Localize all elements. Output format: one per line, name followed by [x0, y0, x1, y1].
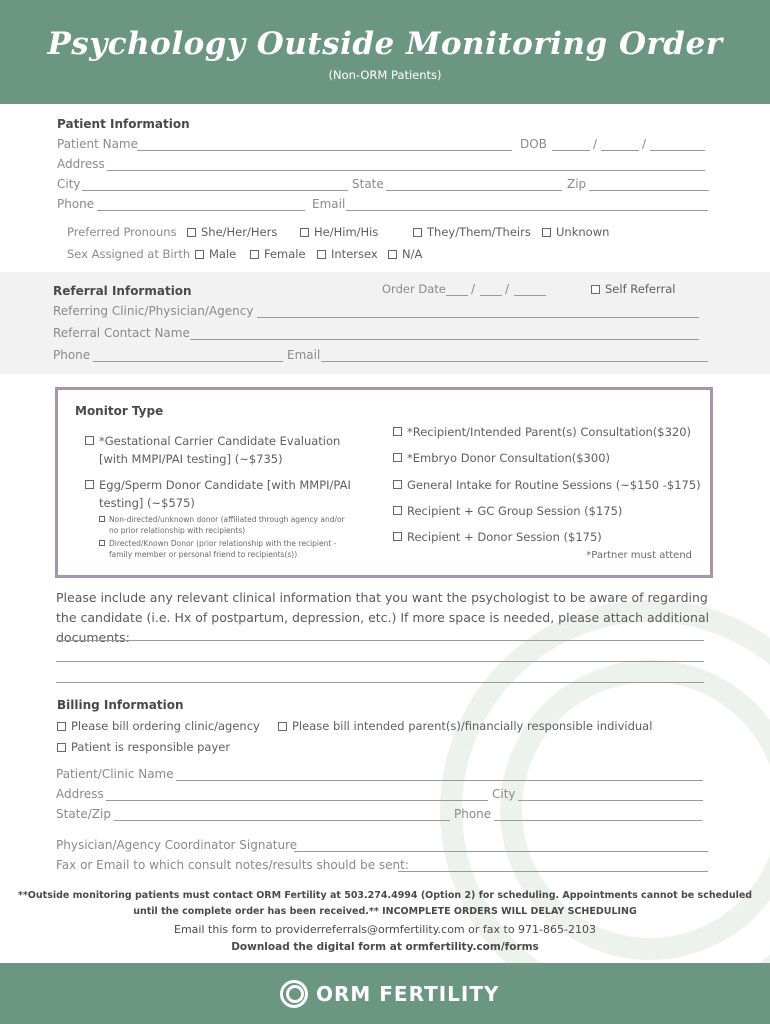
- pronoun-unknown-label: Unknown: [556, 225, 610, 239]
- referral-email-label: Email: [287, 348, 321, 362]
- checkbox-box[interactable]: [250, 250, 259, 259]
- sex-na-checkbox[interactable]: [388, 247, 422, 261]
- fax-email-label: Fax or Email to which consult notes/results should be sent:: [56, 858, 409, 872]
- checkbox-box[interactable]: [591, 285, 600, 294]
- monitor-type-box: [55, 387, 713, 578]
- logo-text: ORM FERTILITY: [316, 982, 500, 1006]
- checkbox-box[interactable]: [393, 480, 402, 489]
- dob-slash-1: /: [593, 137, 598, 151]
- referral-info-heading: Referral Information: [53, 284, 192, 298]
- gestational-carrier-option[interactable]: [85, 432, 340, 468]
- egg-sperm-donor-option[interactable]: [85, 476, 351, 512]
- option-line-2: testing] (~$575): [99, 496, 195, 510]
- order-date-slash-2: /: [505, 282, 510, 296]
- email-label: Email: [312, 197, 346, 211]
- billing-name-field[interactable]: [176, 780, 703, 781]
- dob-label: DOB: [520, 137, 547, 151]
- dob-month-field[interactable]: [552, 150, 590, 151]
- billing-phone-label: Phone: [454, 807, 492, 821]
- pronoun-they-label: They/Them/Theirs: [427, 225, 531, 239]
- fax-email-field[interactable]: [398, 871, 708, 872]
- option-label: Recipient + GC Group Session ($175): [407, 504, 623, 518]
- billing-address-field[interactable]: [106, 800, 488, 801]
- patient-payer-label: Patient is responsible payer: [71, 740, 231, 754]
- donor-session-option[interactable]: [393, 528, 602, 546]
- option-line-2: family member or personal friend to recipients(s)): [109, 550, 298, 559]
- checkbox-box[interactable]: [99, 540, 105, 546]
- pronoun-they-checkbox[interactable]: [413, 225, 531, 239]
- email-field[interactable]: [346, 210, 708, 211]
- checkbox-box[interactable]: [300, 228, 309, 237]
- phone-field[interactable]: [97, 210, 305, 211]
- sex-male-checkbox[interactable]: [195, 247, 236, 261]
- option-line-2: no prior relationship with recipients): [109, 526, 246, 535]
- checkbox-box[interactable]: [57, 722, 66, 731]
- order-date-slash-1: /: [471, 282, 476, 296]
- option-line-1: Egg/Sperm Donor Candidate [with MMPI/PAI: [99, 478, 351, 492]
- general-intake-option[interactable]: [393, 476, 701, 494]
- state-field[interactable]: [386, 190, 562, 191]
- checkbox-box[interactable]: [388, 250, 397, 259]
- email-fax-instructions: Email this form to providerreferrals@ormfertility.com or fax to 971-865-2103: [174, 923, 596, 936]
- pronoun-she-label: She/Her/Hers: [201, 225, 278, 239]
- sex-female-checkbox[interactable]: [250, 247, 306, 261]
- option-label: *Embryo Donor Consultation($300): [407, 451, 610, 465]
- sex-intersex-label: Intersex: [331, 247, 378, 261]
- option-label: General Intake for Routine Sessions (~$150 -$175): [407, 478, 701, 492]
- city-field[interactable]: [82, 190, 348, 191]
- recipient-consultation-option[interactable]: [393, 423, 691, 441]
- option-line-1: Directed/Known Donor (prior relationship with the recipient -: [109, 539, 337, 548]
- bill-clinic-label: Please bill ordering clinic/agency: [71, 719, 260, 733]
- pronoun-he-checkbox[interactable]: [300, 225, 378, 239]
- clinical-info-line-3[interactable]: [56, 682, 704, 683]
- checkbox-box[interactable]: [413, 228, 422, 237]
- billing-city-field[interactable]: [518, 800, 703, 801]
- billing-phone-field[interactable]: [494, 820, 702, 821]
- bill-parent-label: Please bill intended parent(s)/financially responsible individual: [292, 719, 653, 733]
- dob-slash-2: /: [642, 137, 647, 151]
- referral-contact-label: Referral Contact Name: [53, 326, 190, 340]
- pronoun-he-label: He/Him/His: [314, 225, 379, 239]
- sex-intersex-checkbox[interactable]: [317, 247, 378, 261]
- sex-male-label: Male: [209, 247, 237, 261]
- self-referral-label: Self Referral: [605, 282, 676, 296]
- billing-state-zip-label: State/Zip: [56, 807, 111, 821]
- patient-info-heading: Patient Information: [57, 117, 190, 131]
- zip-label: Zip: [567, 177, 587, 191]
- sex-na-label: N/A: [402, 247, 423, 261]
- dob-day-field[interactable]: [601, 150, 639, 151]
- directed-donor-option[interactable]: [99, 538, 336, 560]
- option-line-1: Non-directed/unknown donor (affiliated through agency and/or: [109, 515, 345, 524]
- address-label: Address: [57, 157, 105, 171]
- dob-year-field[interactable]: [650, 150, 705, 151]
- form-title: Psychology Outside Monitoring Order: [47, 26, 723, 62]
- order-date-day-field[interactable]: [480, 295, 502, 296]
- billing-state-zip-field[interactable]: [114, 820, 450, 821]
- form-subtitle: (Non-ORM Patients): [328, 68, 442, 82]
- billing-city-label: City: [492, 787, 516, 801]
- checkbox-box[interactable]: [393, 427, 402, 436]
- phone-label: Phone: [57, 197, 95, 211]
- scheduling-notice-line-1: **Outside monitoring patients must contact ORM Fertility at 503.274.4994 (Option 2) for scheduling. Appointments cannot be scheduled: [17, 890, 753, 901]
- referring-label: Referring Clinic/Physician/Agency: [53, 304, 254, 318]
- partner-note: *Partner must attend: [586, 550, 692, 561]
- checkbox-box[interactable]: [317, 250, 326, 259]
- embryo-donor-consultation-option[interactable]: [393, 449, 610, 467]
- scheduling-notice-line-2: until the complete order has been received.** INCOMPLETE ORDERS WILL DELAY SCHEDULING: [133, 906, 637, 917]
- orm-fertility-logo: [280, 980, 500, 1008]
- referring-field[interactable]: [257, 317, 699, 318]
- checkbox-box[interactable]: [57, 743, 66, 752]
- option-line-2: [with MMPI/PAI testing] (~$735): [99, 452, 283, 466]
- patient-payer-checkbox[interactable]: [57, 740, 230, 754]
- option-label: Recipient + Donor Session ($175): [407, 530, 602, 544]
- address-field[interactable]: [107, 170, 705, 171]
- order-date-label: Order Date: [382, 282, 446, 296]
- billing-address-label: Address: [56, 787, 104, 801]
- billing-info-heading: Billing Information: [57, 698, 184, 712]
- self-referral-checkbox[interactable]: [591, 282, 675, 296]
- non-directed-donor-option[interactable]: [99, 514, 345, 536]
- state-label: State: [352, 177, 384, 191]
- logo-rings-icon: [280, 980, 308, 1008]
- sex-label: Sex Assigned at Birth: [67, 247, 191, 261]
- referral-phone-field[interactable]: [93, 361, 283, 362]
- option-label: *Recipient/Intended Parent(s) Consultation($320): [407, 425, 692, 439]
- billing-name-label: Patient/Clinic Name: [56, 767, 174, 781]
- signature-field[interactable]: [294, 851, 708, 852]
- checkbox-box[interactable]: [187, 228, 196, 237]
- sex-female-label: Female: [264, 247, 306, 261]
- clinical-info-line-1[interactable]: [56, 640, 704, 641]
- checkbox-box[interactable]: [393, 532, 402, 541]
- pronoun-she-checkbox[interactable]: [187, 225, 277, 239]
- patient-name-label: Patient Name: [57, 137, 138, 151]
- referral-phone-label: Phone: [53, 348, 91, 362]
- checkbox-box[interactable]: [195, 250, 204, 259]
- pronoun-unknown-checkbox[interactable]: [542, 225, 609, 239]
- zip-field[interactable]: [589, 190, 709, 191]
- checkbox-box[interactable]: [85, 436, 94, 445]
- checkbox-box[interactable]: [393, 506, 402, 515]
- order-date-year-field[interactable]: [514, 295, 546, 296]
- pronouns-label: Preferred Pronouns: [67, 225, 177, 239]
- checkbox-box[interactable]: [85, 480, 94, 489]
- checkbox-box[interactable]: [278, 722, 287, 731]
- patient-name-field[interactable]: [137, 150, 512, 151]
- page-header: [0, 0, 770, 104]
- order-date-month-field[interactable]: [446, 295, 468, 296]
- checkbox-box[interactable]: [542, 228, 551, 237]
- gc-group-session-option[interactable]: [393, 502, 622, 520]
- option-line-1: *Gestational Carrier Candidate Evaluation: [99, 434, 341, 448]
- checkbox-box[interactable]: [393, 453, 402, 462]
- checkbox-box[interactable]: [99, 516, 105, 522]
- referral-contact-field[interactable]: [190, 339, 699, 340]
- bill-clinic-checkbox[interactable]: [57, 719, 260, 733]
- signature-label: Physician/Agency Coordinator Signature: [56, 838, 298, 852]
- bill-parent-checkbox[interactable]: [278, 719, 652, 733]
- clinical-info-line-2[interactable]: [56, 661, 704, 662]
- monitor-type-heading: Monitor Type: [75, 404, 164, 418]
- download-form-note: Download the digital form at ormfertility.com/forms: [231, 941, 539, 953]
- clinical-info-instructions: Please include any relevant clinical information that you want the psychologist to be aware of regarding the candidate (i.e. Hx of postpartum, depression, etc.) If more space is needed, please attach additional documents:: [56, 590, 710, 645]
- referral-email-field[interactable]: [321, 361, 708, 362]
- city-label: City: [57, 177, 81, 191]
